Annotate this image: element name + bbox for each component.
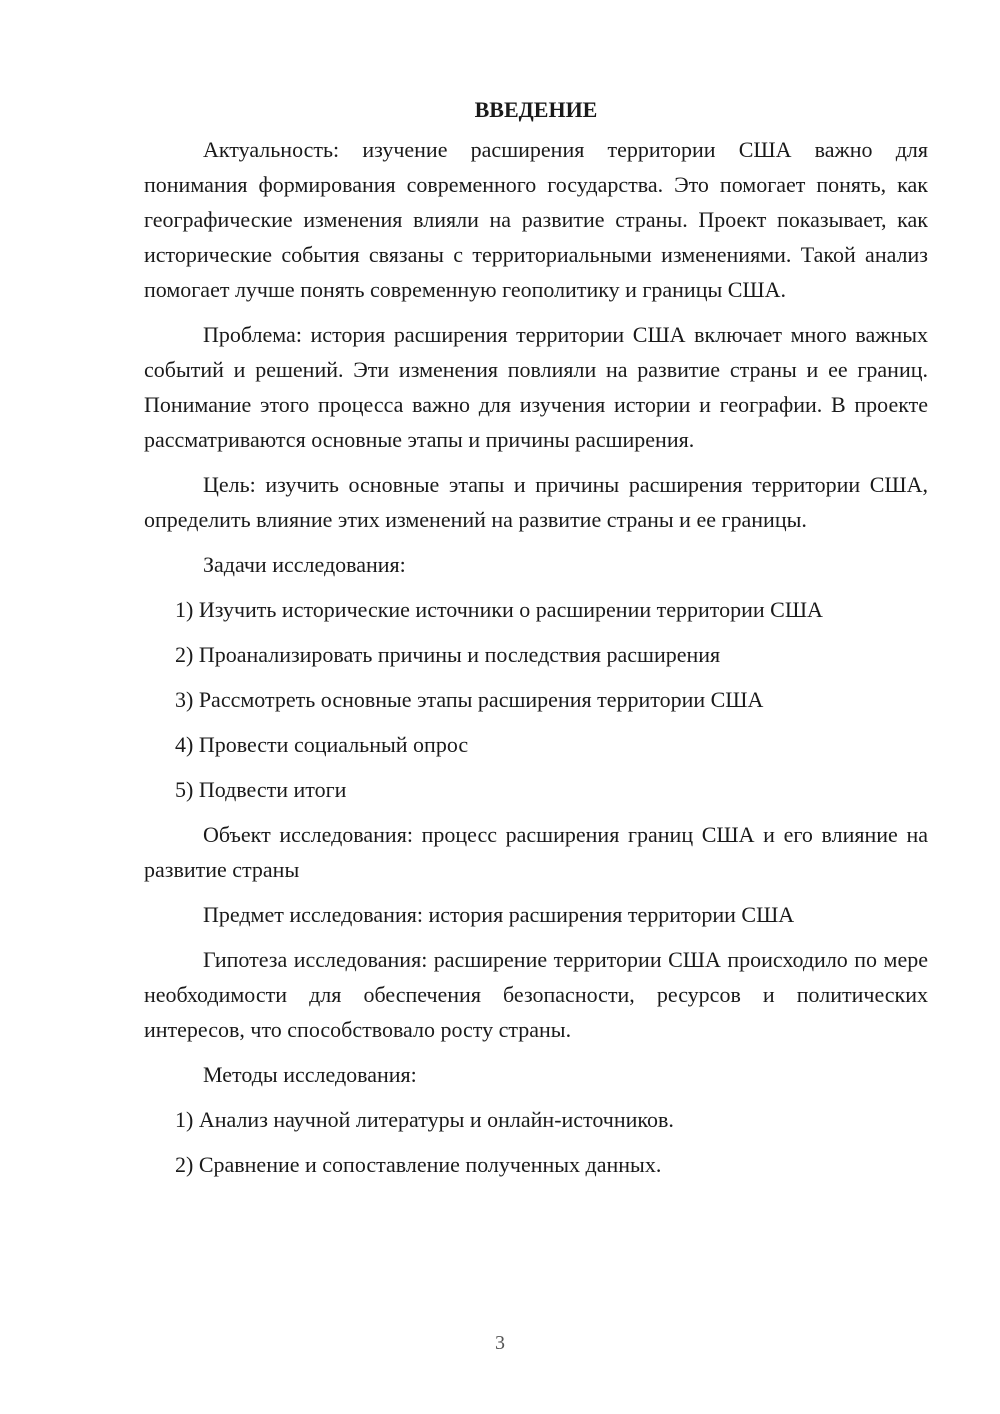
methods-heading: Методы исследования:: [203, 1062, 417, 1087]
list-item: 2) Сравнение и сопоставление полученных данных.: [175, 1152, 662, 1177]
problem-paragraph: Проблема: история расширения территории США включает много важных событий и решений. Эти изменения повлияли на развитие страны и ее границ. Понимание этого процесса важно для изучения истории и географии. В проекте рассматриваются основные этапы и причины расширения.: [144, 322, 928, 452]
list-item: 3) Рассмотреть основные этапы расширения территории США: [175, 687, 764, 712]
list-item: 1) Изучить исторические источники о расширении территории США: [175, 597, 823, 622]
methods-list: [144, 1102, 928, 1182]
goal-paragraph: Цель: изучить основные этапы и причины расширения территории США, определить влияние этих изменений на развитие страны и ее границы.: [144, 472, 928, 532]
list-item: 2) Проанализировать причины и последствия расширения: [175, 642, 721, 667]
section-title: ВВЕДЕНИЕ: [474, 97, 598, 122]
list-item: 1) Анализ научной литературы и онлайн-источников.: [175, 1107, 674, 1132]
list-item: 4) Провести социальный опрос: [175, 732, 469, 757]
tasks-heading: Задачи исследования:: [203, 552, 406, 577]
subject-paragraph: Предмет исследования: история расширения территории США: [203, 902, 795, 927]
page-number: 3: [495, 1332, 505, 1354]
relevance-paragraph: Актуальность: изучение расширения территории США важно для понимания формирования современного государства. Это помогает понять, как географические изменения влияли на развитие страны. Проект показывает, как исторические события связаны с территориальными изменениями. Такой анализ помогает лучше понять современную геополитику и границы США.: [144, 137, 928, 302]
document-page: [144, 92, 928, 1192]
hypothesis-paragraph: Гипотеза исследования: расширение территории США происходило по мере необходимости для обеспечения безопасности, ресурсов и политических интересов, что способствовало росту страны.: [144, 947, 928, 1042]
object-paragraph: Объект исследования: процесс расширения границ США и его влияние на развитие страны: [144, 822, 928, 882]
tasks-list: [144, 592, 928, 807]
list-item: 5) Подвести итоги: [175, 777, 347, 802]
